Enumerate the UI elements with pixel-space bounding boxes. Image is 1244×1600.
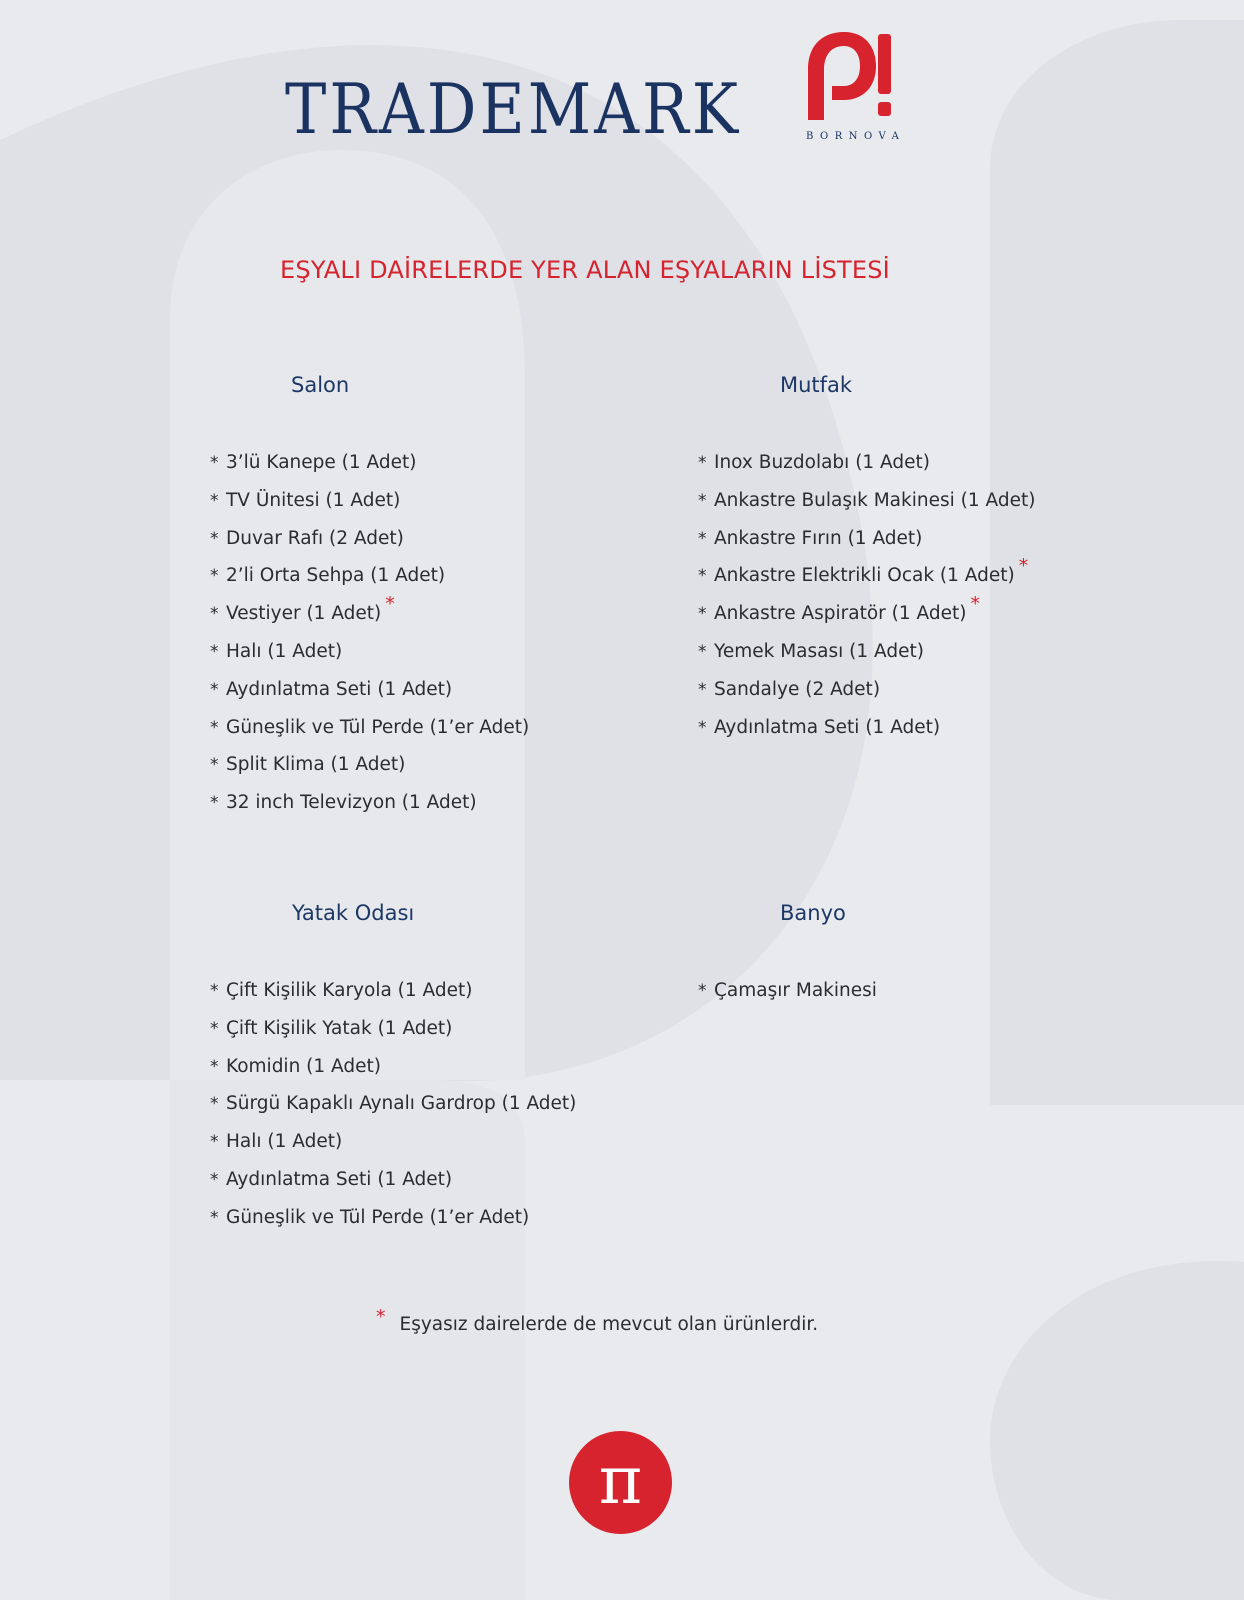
list-item xyxy=(210,784,529,822)
list-item xyxy=(210,1161,576,1199)
list-item-text: 3’lü Kanepe (1 Adet) xyxy=(226,452,417,473)
list-item-text: Çift Kişilik Karyola (1 Adet) xyxy=(226,980,473,1001)
list-item xyxy=(210,557,529,595)
list-banyo xyxy=(698,972,877,1010)
list-item-text: Çift Kişilik Yatak (1 Adet) xyxy=(226,1017,453,1039)
list-item-text: Split Klima (1 Adet) xyxy=(226,754,406,776)
list-item-text: Sürgü Kapaklı Aynalı Gardrop (1 Adet) xyxy=(226,1093,577,1115)
list-item xyxy=(698,671,1035,709)
page-title: EŞYALI DAİRELERDE YER ALAN EŞYALARIN LİSTESİ xyxy=(280,256,890,284)
bullet-icon: * xyxy=(698,566,707,587)
list-item-text: Komidin (1 Adet) xyxy=(226,1055,381,1077)
footnote-mark: * xyxy=(376,1306,386,1328)
bullet-icon: * xyxy=(210,793,219,814)
bullet-icon: * xyxy=(210,604,219,625)
bullet-icon: * xyxy=(210,1132,219,1153)
list-item xyxy=(698,709,1035,747)
bullet-icon: * xyxy=(698,453,707,473)
brand-logo-icon xyxy=(804,30,896,120)
list-item xyxy=(210,1010,576,1048)
bullet-icon: * xyxy=(698,528,707,549)
list-item-text: 2’li Orta Sehpa (1 Adet) xyxy=(226,565,446,587)
list-item-text: Aydınlatma Seti (1 Adet) xyxy=(714,716,941,738)
brand-wordmark: TRADEMARK xyxy=(285,68,742,150)
bullet-icon: * xyxy=(698,679,707,700)
bullet-icon: * xyxy=(210,717,219,738)
list-item-text: Çamaşır Makinesi xyxy=(714,980,877,1001)
list-item-text: 32 inch Televizyon (1 Adet) xyxy=(226,792,477,814)
list-item-text: Ankastre Bulaşık Makinesi (1 Adet) xyxy=(714,489,1036,511)
list-item-text: Halı (1 Adet) xyxy=(226,1131,343,1153)
list-item xyxy=(210,746,529,784)
svg-text:π: π xyxy=(598,1442,643,1519)
list-item xyxy=(210,1123,576,1161)
asterisk-mark-icon: * xyxy=(970,593,980,616)
list-item-text: Yemek Masası (1 Adet) xyxy=(714,640,924,662)
list-item-text: Ankastre Fırın (1 Adet) xyxy=(714,527,923,549)
bullet-icon: * xyxy=(210,1056,219,1077)
pi-icon xyxy=(569,1431,672,1534)
list-item-text: Güneşlik ve Tül Perde (1’er Adet) xyxy=(226,716,530,738)
list-item-text: Aydınlatma Seti (1 Adet) xyxy=(226,678,453,700)
list-item-text: Vestiyer (1 Adet) xyxy=(226,603,382,625)
bullet-icon: * xyxy=(698,604,707,625)
list-item xyxy=(210,671,529,709)
list-item xyxy=(698,520,1035,558)
bullet-icon: * xyxy=(698,641,707,662)
list-item xyxy=(210,972,576,1010)
bullet-icon: * xyxy=(698,981,707,1001)
list-item xyxy=(698,482,1035,520)
list-item xyxy=(210,709,529,747)
list-item xyxy=(698,972,877,1010)
bullet-icon: * xyxy=(210,641,219,662)
bullet-icon: * xyxy=(210,981,219,1001)
bullet-icon: * xyxy=(210,1094,219,1115)
list-item-text: Aydınlatma Seti (1 Adet) xyxy=(226,1168,453,1190)
bullet-icon: * xyxy=(210,453,219,473)
section-heading-banyo: Banyo xyxy=(780,901,846,925)
list-item xyxy=(210,595,529,633)
list-item xyxy=(698,444,1035,482)
footnote-text: Eşyasız dairelerde de mevcut olan ürünlerdir. xyxy=(399,1314,819,1335)
list-salon xyxy=(210,444,529,822)
list-item xyxy=(698,633,1035,671)
list-item-text: Inox Buzdolabı (1 Adet) xyxy=(714,452,930,473)
list-item xyxy=(210,482,529,520)
section-heading-yatak-odasi: Yatak Odası xyxy=(292,901,415,925)
bullet-icon: * xyxy=(210,528,219,549)
section-heading-mutfak: Mutfak xyxy=(780,373,853,397)
asterisk-mark-icon: * xyxy=(1018,555,1029,578)
list-yatak-odasi xyxy=(210,972,576,1237)
bullet-icon: * xyxy=(210,1207,219,1228)
list-item xyxy=(698,557,1035,595)
bullet-icon: * xyxy=(698,490,707,511)
list-item-text: TV Ünitesi (1 Adet) xyxy=(226,489,401,511)
bullet-icon: * xyxy=(210,679,219,700)
list-item xyxy=(210,444,529,482)
list-item xyxy=(210,633,529,671)
asterisk-mark-icon: * xyxy=(385,593,395,616)
list-mutfak xyxy=(698,444,1035,746)
footnote xyxy=(376,1306,819,1335)
bullet-icon: * xyxy=(210,490,219,511)
bullet-icon: * xyxy=(210,566,219,587)
section-heading-salon: Salon xyxy=(291,373,350,397)
list-item-text: Duvar Rafı (2 Adet) xyxy=(226,527,404,549)
list-item xyxy=(698,595,1035,633)
list-item-text: Halı (1 Adet) xyxy=(226,640,343,662)
list-item xyxy=(210,1199,576,1237)
list-item-text: Ankastre Elektrikli Ocak (1 Adet) xyxy=(714,565,1015,587)
list-item-text: Güneşlik ve Tül Perde (1’er Adet) xyxy=(226,1206,530,1228)
brand-location: BORNOVA xyxy=(806,131,906,142)
list-item xyxy=(210,520,529,558)
bullet-icon: * xyxy=(210,1169,219,1190)
bullet-icon: * xyxy=(210,755,219,776)
bullet-icon: * xyxy=(210,1018,219,1039)
list-item xyxy=(210,1085,576,1123)
list-item xyxy=(210,1048,576,1086)
bullet-icon: * xyxy=(698,717,707,738)
list-item-text: Ankastre Aspiratör (1 Adet) xyxy=(714,603,967,625)
list-item-text: Sandalye (2 Adet) xyxy=(714,678,881,700)
